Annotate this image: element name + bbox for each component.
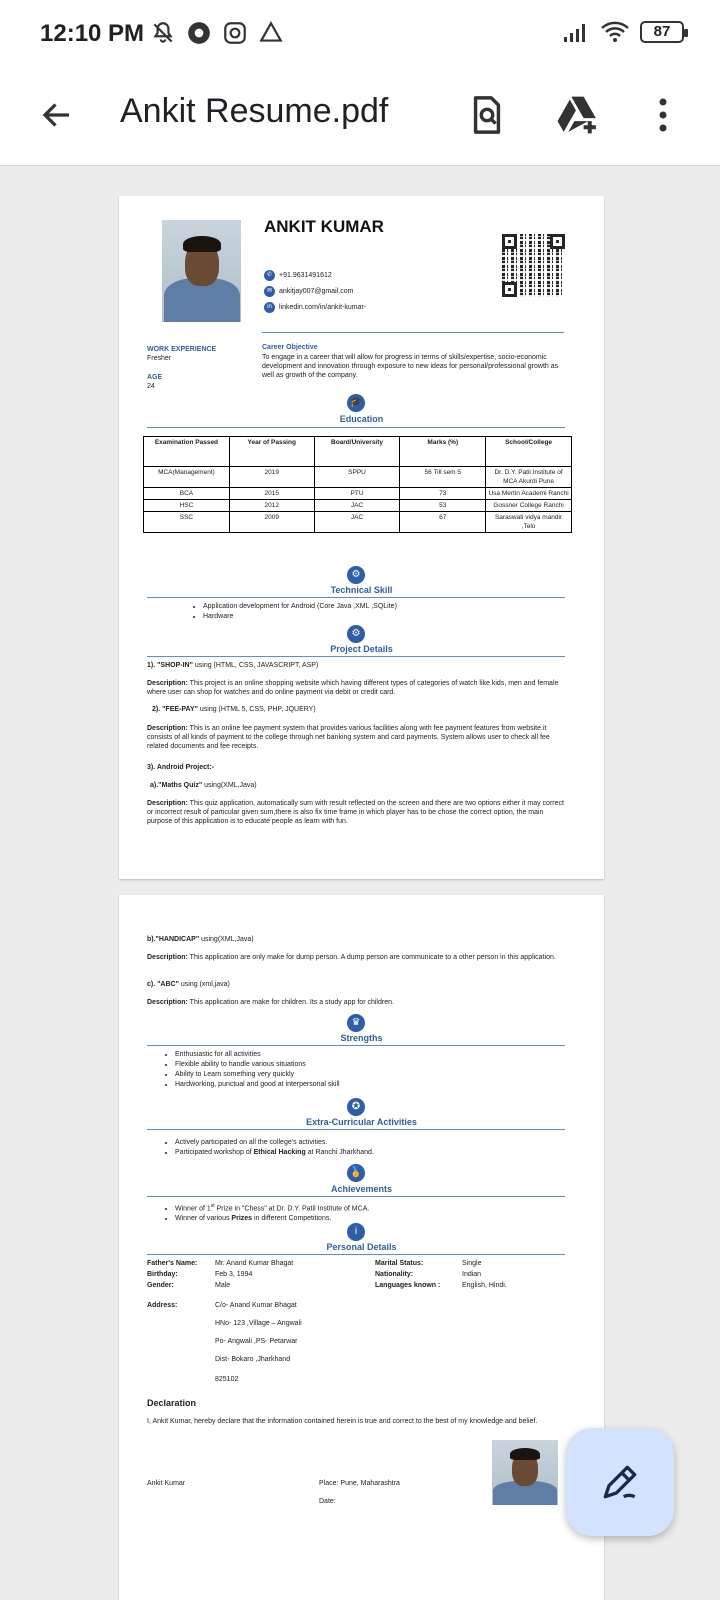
pdf-page-2 [119, 895, 604, 1600]
email-row [264, 286, 353, 297]
divider [147, 427, 565, 428]
age-label: AGE [147, 374, 163, 381]
divider [147, 597, 565, 598]
project-3c-heading: c). "ABC" using (xml,java) [147, 981, 230, 988]
address-line: HNo- 123 ,Village – Angwali [215, 1320, 302, 1327]
table-cell: 2009 [229, 512, 314, 533]
address-key: Address: [147, 1302, 178, 1309]
list-item: • Actively participated on all the college's activities. [175, 1138, 374, 1147]
table-cell: Usa Mertin Academi Ranchi [486, 488, 572, 500]
divider [262, 332, 564, 333]
table-cell: 2012 [229, 500, 314, 512]
column-header: Board/University [314, 437, 400, 467]
arrow-left-icon [39, 97, 75, 133]
project-details-icon: ⚙ [347, 625, 365, 643]
edit-fab-button[interactable] [566, 1428, 674, 1536]
project-1-description: Description: This project is an online shopping website which having different types of categories of watch like kids, men and female where user can shop for watches and do online payment via debit or credit card. [147, 680, 559, 696]
wifi-icon [600, 20, 630, 44]
table-cell: SPPU [314, 467, 400, 488]
table-cell: JAC [314, 500, 400, 512]
project-3a-description: Description: This quiz application, automatically sum with result reflected on the screen and there are two options either it may correct or incorrect result of particular given sum,there is also fix time frame in which player has to be chose the correct option, the main purpose of this application is to educate people as learn with fun. [147, 800, 564, 825]
table-header-row [144, 437, 572, 467]
project-3b-description: Description: This application are only make for dump person. A dump person are communicate to a other person in this application. [147, 954, 556, 961]
project-2-description: Description: This is an online fee payment system that provides various facilities along with fee payment features from website.it consists of all kinds of payment to the college through net banking system and card payments. System allows user to check all fee related documents and fee receipts. [147, 725, 550, 750]
table-cell: MCA(Management) [144, 467, 230, 488]
project-2-heading: 2). "FEE-PAY" using (HTML 5, CSS, PHP, JQUERY) [152, 706, 316, 713]
father-name-value: Mr. Anand Kumar Bhagat [215, 1260, 294, 1267]
email-address: ankitjay007@gmail.com [279, 288, 354, 295]
signatory-name: Ankit Kumar [147, 1480, 186, 1487]
address-line: 825102 [215, 1376, 239, 1383]
list-item: • Participated workshop of Ethical Hacking at Ranchi Jharkhand. [175, 1148, 374, 1157]
gender-value: Male [215, 1282, 231, 1289]
extra-curricular-title: Extra-Curricular Activities [306, 1117, 417, 1127]
table-cell: 56 Till sem 5 [400, 467, 486, 488]
marital-status-value: Single [462, 1260, 482, 1267]
project-3a-heading: a)."Maths Quiz" using(XML,Java) [150, 782, 257, 789]
column-header: Examination Passed [144, 437, 230, 467]
career-objective-title: Career Objective [262, 344, 318, 351]
technical-skill-title: Technical Skill [330, 585, 393, 595]
divider [147, 1129, 565, 1130]
marital-status-key: Marital Status: [375, 1260, 424, 1267]
education-title: Education [339, 414, 384, 424]
table-row [144, 488, 572, 500]
add-to-drive-button[interactable] [552, 88, 606, 142]
instagram-icon [222, 20, 248, 46]
table-cell: Saraswati vidya mandir ,Telo [486, 512, 572, 533]
work-experience-label: WORK EXPERIENCE [147, 346, 217, 353]
table-cell: 2019 [229, 467, 314, 488]
list-item: • Ability to Learn something very quickly [175, 1070, 340, 1079]
strengths-list [163, 1050, 340, 1090]
edit-pen-icon [598, 1460, 642, 1504]
technical-skill-icon: ⚙ [347, 566, 365, 584]
candidate-name: ANKIT KUMAR [264, 217, 384, 236]
extra-curricular-icon: ✪ [347, 1098, 365, 1116]
column-header: Marks (%) [400, 437, 486, 467]
more-options-button[interactable] [636, 88, 690, 142]
phone-number: +91.9631491612 [279, 272, 332, 279]
battery-indicator: 87 [640, 21, 684, 43]
table-cell: PTU [314, 488, 400, 500]
technical-skill-list [191, 602, 397, 622]
column-header: Year of Passing [229, 437, 314, 467]
strengths-icon: ♛ [347, 1014, 365, 1032]
project-1-heading: 1). "SHOP-IN" using (HTML, CSS, JAVASCRIPT, ASP) [147, 662, 319, 669]
signature-photo [492, 1440, 558, 1505]
table-cell: JAC [314, 512, 400, 533]
drive-status-icon [258, 20, 284, 46]
list-item: • Hardworking, punctual and good at interpersonal skill [175, 1080, 340, 1089]
strengths-title: Strengths [340, 1033, 383, 1043]
table-row [144, 467, 572, 488]
add-to-drive-icon [556, 95, 602, 135]
linkedin-icon: in [264, 302, 275, 313]
search-document-button[interactable] [460, 88, 514, 142]
achievements-title: Achievements [330, 1184, 393, 1194]
qr-code-icon [502, 234, 565, 297]
document-title: Ankit Resume.pdf [120, 92, 389, 130]
email-icon: ✉ [264, 286, 275, 297]
divider [147, 1196, 565, 1197]
app-bar [0, 68, 720, 166]
age-value: 24 [147, 383, 155, 390]
table-cell: 53 [400, 500, 486, 512]
gender-key: Gender: [147, 1282, 174, 1289]
divider [147, 656, 565, 657]
date: Date: [319, 1498, 336, 1505]
languages-value: English, Hindi. [462, 1282, 507, 1289]
table-cell: Dr. D.Y. Patil Institute of MCA Akurdi Pune [486, 467, 572, 488]
birthday-value: Feb 3, 1994 [215, 1271, 253, 1278]
linkedin-url: linkedin.com/in/ankit-kumar- [279, 304, 367, 311]
declaration-text: I, Ankit Kumar, hereby declare that the information contained herein is true and correct to the best of my knowledge and belief. [147, 1418, 538, 1425]
work-experience-value: Fresher [147, 355, 172, 362]
project-3b-heading: b)."HANDICAP" using(XML,Java) [147, 936, 254, 943]
personal-details-title: Personal Details [326, 1242, 397, 1252]
achievements-list [163, 1202, 369, 1224]
project-3c-description: Description: This application are make for children. Its a study app for children. [147, 999, 394, 1006]
column-header: School/College [486, 437, 572, 467]
table-cell: Gossner College Ranchi [486, 500, 572, 512]
table-cell: SSC [144, 512, 230, 533]
birthday-key: Birthday: [147, 1271, 178, 1278]
languages-key: Languages known : [375, 1282, 441, 1289]
achievements-icon: 🏅 [347, 1164, 365, 1182]
father-name-key: Father's Name: [147, 1260, 198, 1267]
chrome-icon [186, 20, 212, 46]
status-system-icons [562, 20, 684, 44]
list-item: • Flexible ability to handle various situations [175, 1060, 340, 1069]
address-line: Po- Angwali ,PS- Petarwar [215, 1338, 298, 1345]
phone-row [264, 270, 332, 281]
table-cell: 73 [400, 488, 486, 500]
signal-icon [562, 21, 590, 43]
search-document-icon [469, 95, 505, 135]
status-time: 12:10 PM [40, 20, 145, 47]
linkedin-row [264, 302, 366, 313]
table-cell: HSC [144, 500, 230, 512]
table-cell: BCA [144, 488, 230, 500]
education-icon: 🎓 [347, 394, 365, 412]
declaration-title: Declaration [147, 1398, 197, 1408]
table-row [144, 500, 572, 512]
place: Place: Pune, Maharashtra [319, 1480, 400, 1487]
table-cell: 2015 [229, 488, 314, 500]
list-item: • Application development for Android (Core Java ,XML ,SQLite) [203, 602, 397, 611]
status-notification-icons [150, 20, 284, 46]
extra-curricular-list [163, 1138, 374, 1158]
list-item: • Winner of 1st Prize in "Chess" at Dr. D.Y. Patil Institute of MCA. [175, 1202, 369, 1213]
divider [147, 1254, 565, 1255]
divider [147, 1045, 565, 1046]
project-details-title: Project Details [330, 644, 393, 654]
pdf-page-1 [119, 196, 604, 879]
education-table [143, 436, 572, 533]
table-cell: 67 [400, 512, 486, 533]
profile-photo [162, 220, 241, 322]
nationality-value: Indian [462, 1271, 482, 1278]
status-bar [0, 0, 720, 68]
address-line: Dist- Bokaro ,Jharkhand [215, 1356, 291, 1363]
table-row [144, 512, 572, 533]
career-objective-text: To engage in a career that will allow for progress in terms of skills/expertise, socio-economic development and innovation through exposure to new ideas for personal/professional growth as well as growth of the company. [262, 354, 559, 379]
list-item: • Hardware [203, 612, 397, 621]
list-item: • Enthusiastic for all activities [175, 1050, 340, 1059]
more-vert-icon [657, 97, 669, 133]
project-3-heading: 3). Android Project:- [147, 764, 215, 771]
list-item: • Winner of various Prizes in different Competitions. [175, 1214, 369, 1223]
phone-icon: ✆ [264, 270, 275, 281]
personal-details-icon: i [347, 1223, 365, 1241]
address-line: C/o- Anand Kumar Bhagat [215, 1302, 297, 1309]
back-button[interactable] [32, 90, 82, 140]
nationality-key: Nationality: [375, 1271, 414, 1278]
notifications-off-icon [150, 20, 176, 46]
pdf-viewer[interactable] [0, 166, 720, 1600]
